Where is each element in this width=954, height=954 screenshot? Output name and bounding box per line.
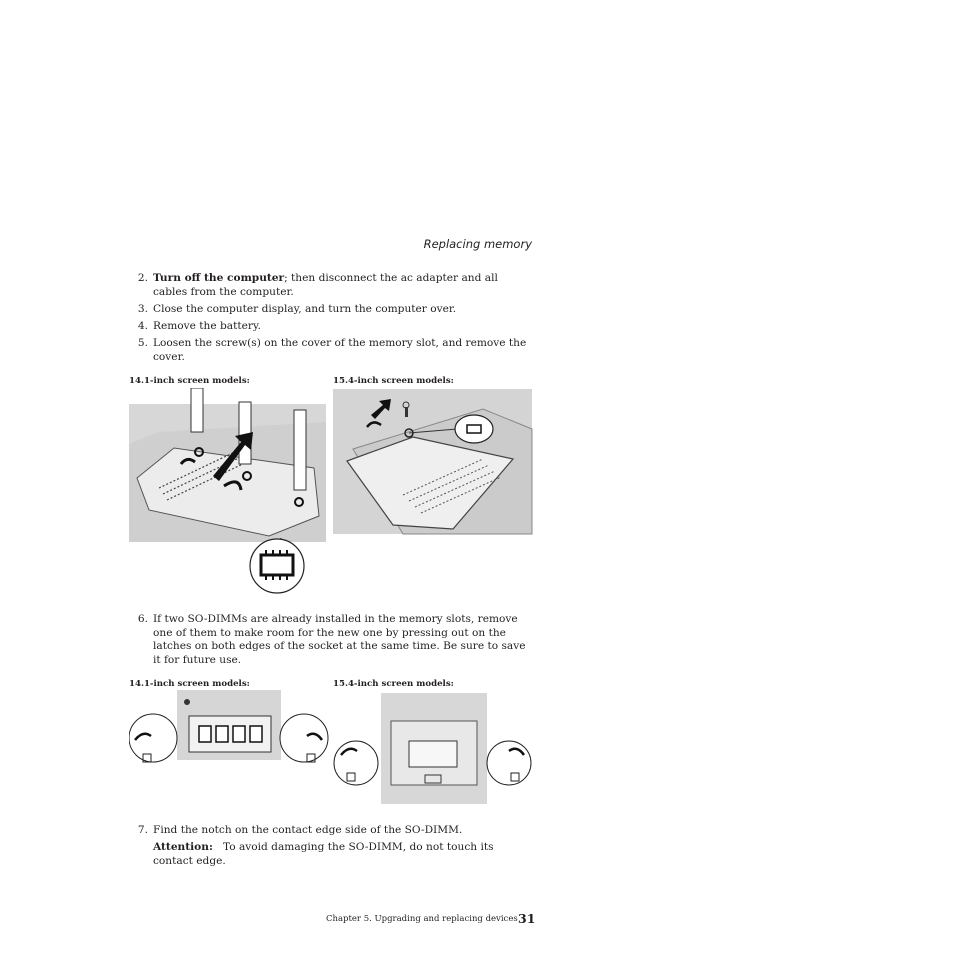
figure-caption: 14.1-inch screen models: xyxy=(129,376,250,386)
figure-caption: 15.4-inch screen models: xyxy=(333,679,454,689)
step-text: If two SO-DIMMs are already installed in the memory slots, remove one of them to make room for the new one by pressing out on the latches on both edges of the socket at the same time. Be sure to save it for future use. xyxy=(153,613,526,666)
step-text: Close the computer display, and turn the computer over. xyxy=(153,303,457,315)
dimm-removal-15-figure xyxy=(333,693,533,805)
attention-note xyxy=(134,841,534,868)
step-7 xyxy=(134,824,534,838)
step-bold-lead: Turn off the computer xyxy=(153,272,285,284)
step-2 xyxy=(134,272,534,299)
figure-caption: 14.1-inch screen models: xyxy=(129,679,250,689)
step-number: 3. xyxy=(137,303,148,315)
attention-text: To avoid damaging the SO-DIMM, do not touch its contact edge. xyxy=(153,841,494,867)
step-number: 4. xyxy=(137,320,148,332)
step-6 xyxy=(134,613,534,667)
step-3 xyxy=(134,303,534,317)
step-number: 6. xyxy=(137,613,148,625)
attention-label: Attention: xyxy=(153,841,213,853)
step-number: 2. xyxy=(137,272,148,284)
step-text: Loosen the screw(s) on the cover of the memory slot, and remove the cover. xyxy=(153,337,527,363)
running-head: Replacing memory xyxy=(423,237,532,251)
step-number: 5. xyxy=(137,337,148,349)
step-4 xyxy=(134,320,534,334)
footer-chapter: Chapter 5. Upgrading and replacing devices xyxy=(326,914,518,924)
step-text: ; then disconnect the ac adapter and all cables from the computer. xyxy=(153,272,498,298)
cover-removal-15-figure xyxy=(333,389,533,535)
dimm-removal-14-figure xyxy=(129,690,329,770)
step-5 xyxy=(134,337,534,364)
cover-removal-14-figure xyxy=(129,388,329,598)
step-text: Find the notch on the contact edge side of the SO-DIMM. xyxy=(153,824,463,836)
step-text: Remove the battery. xyxy=(153,320,261,332)
step-number: 7. xyxy=(137,824,148,836)
figure-caption: 15.4-inch screen models: xyxy=(333,376,454,386)
page-number: 31 xyxy=(518,911,536,926)
